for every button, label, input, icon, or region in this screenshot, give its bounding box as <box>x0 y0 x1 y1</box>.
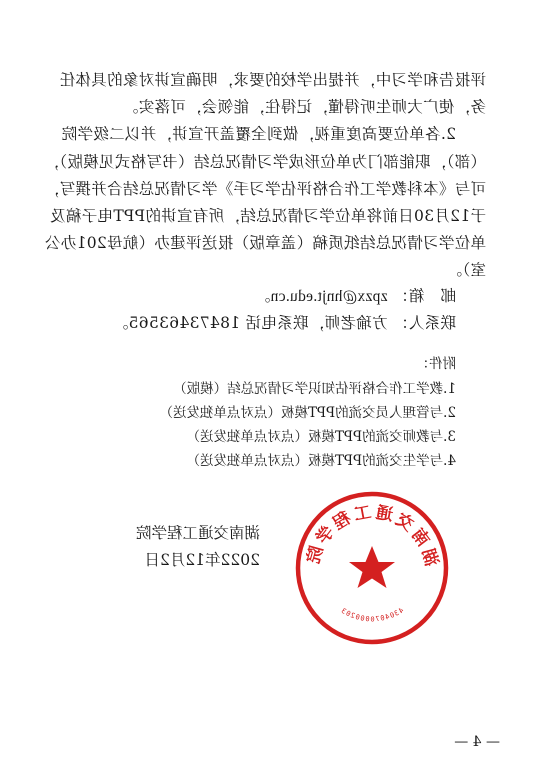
seal-star-icon <box>349 546 395 588</box>
attachment-item-3: 3.与教师交流的PPT模板（点对点单独发送） <box>186 429 456 445</box>
signature-date: 2022年12月2日 <box>144 551 260 569</box>
seal-code-path: 4304070000203 <box>338 606 406 624</box>
email-value: zpzx@hnjt.edu.cn。 <box>254 288 388 305</box>
body-line-5: 可与《本科教学工作合格评估学习手》学习情况总结合并撰写， <box>43 180 486 198</box>
seal-name-path: 湖南交通工程学院 <box>302 502 442 569</box>
body-line-6: 于12月30日前将单位学习情况总结，所有宣讲的PPT电子稿及 <box>49 207 486 225</box>
signature-org: 湖南交通工程学院 <box>135 524 260 542</box>
email-line <box>255 286 456 307</box>
official-seal <box>292 488 452 648</box>
contact-value: 方瑜老师，联系电话 18473463565。 <box>112 314 388 332</box>
body-line-7: 单位学习情况总结纸质稿（盖章版）报送评建办（航母201办公 <box>44 234 486 252</box>
attachment-item-1: 1.教学工作合格评估知识学习情况总结（模版） <box>173 381 456 397</box>
seal-code-text <box>339 606 405 623</box>
contact-line <box>113 313 456 333</box>
attachment-item-2: 2.与管理人员交流的PPT模板（点对点单独发送） <box>159 405 456 421</box>
body-line-3: 2.各单位要高度重视，做到全覆盖开宣讲，并以二级学院 <box>61 125 456 143</box>
body-line-8: 室）。 <box>446 261 486 279</box>
attachments-heading: 附件： <box>415 356 456 372</box>
email-label: 邮 箱： <box>392 287 456 305</box>
body-line-4: （部），职能部门为单位形成学习情况总结（书写格式见模版）， <box>43 153 486 171</box>
contact-label: 联系人： <box>392 314 456 332</box>
body-line-2: 务，使广大师生听得懂，记得住，能领会，可落实。 <box>122 98 486 116</box>
body-line-1: 评报告和学习中，并提出学校的要求，明确宣讲对象的具体任 <box>59 71 486 89</box>
attachment-item-4: 4.与学生交流的PPT模板（点对点单独发送） <box>186 453 456 469</box>
page-number: — 4 — <box>454 734 500 750</box>
